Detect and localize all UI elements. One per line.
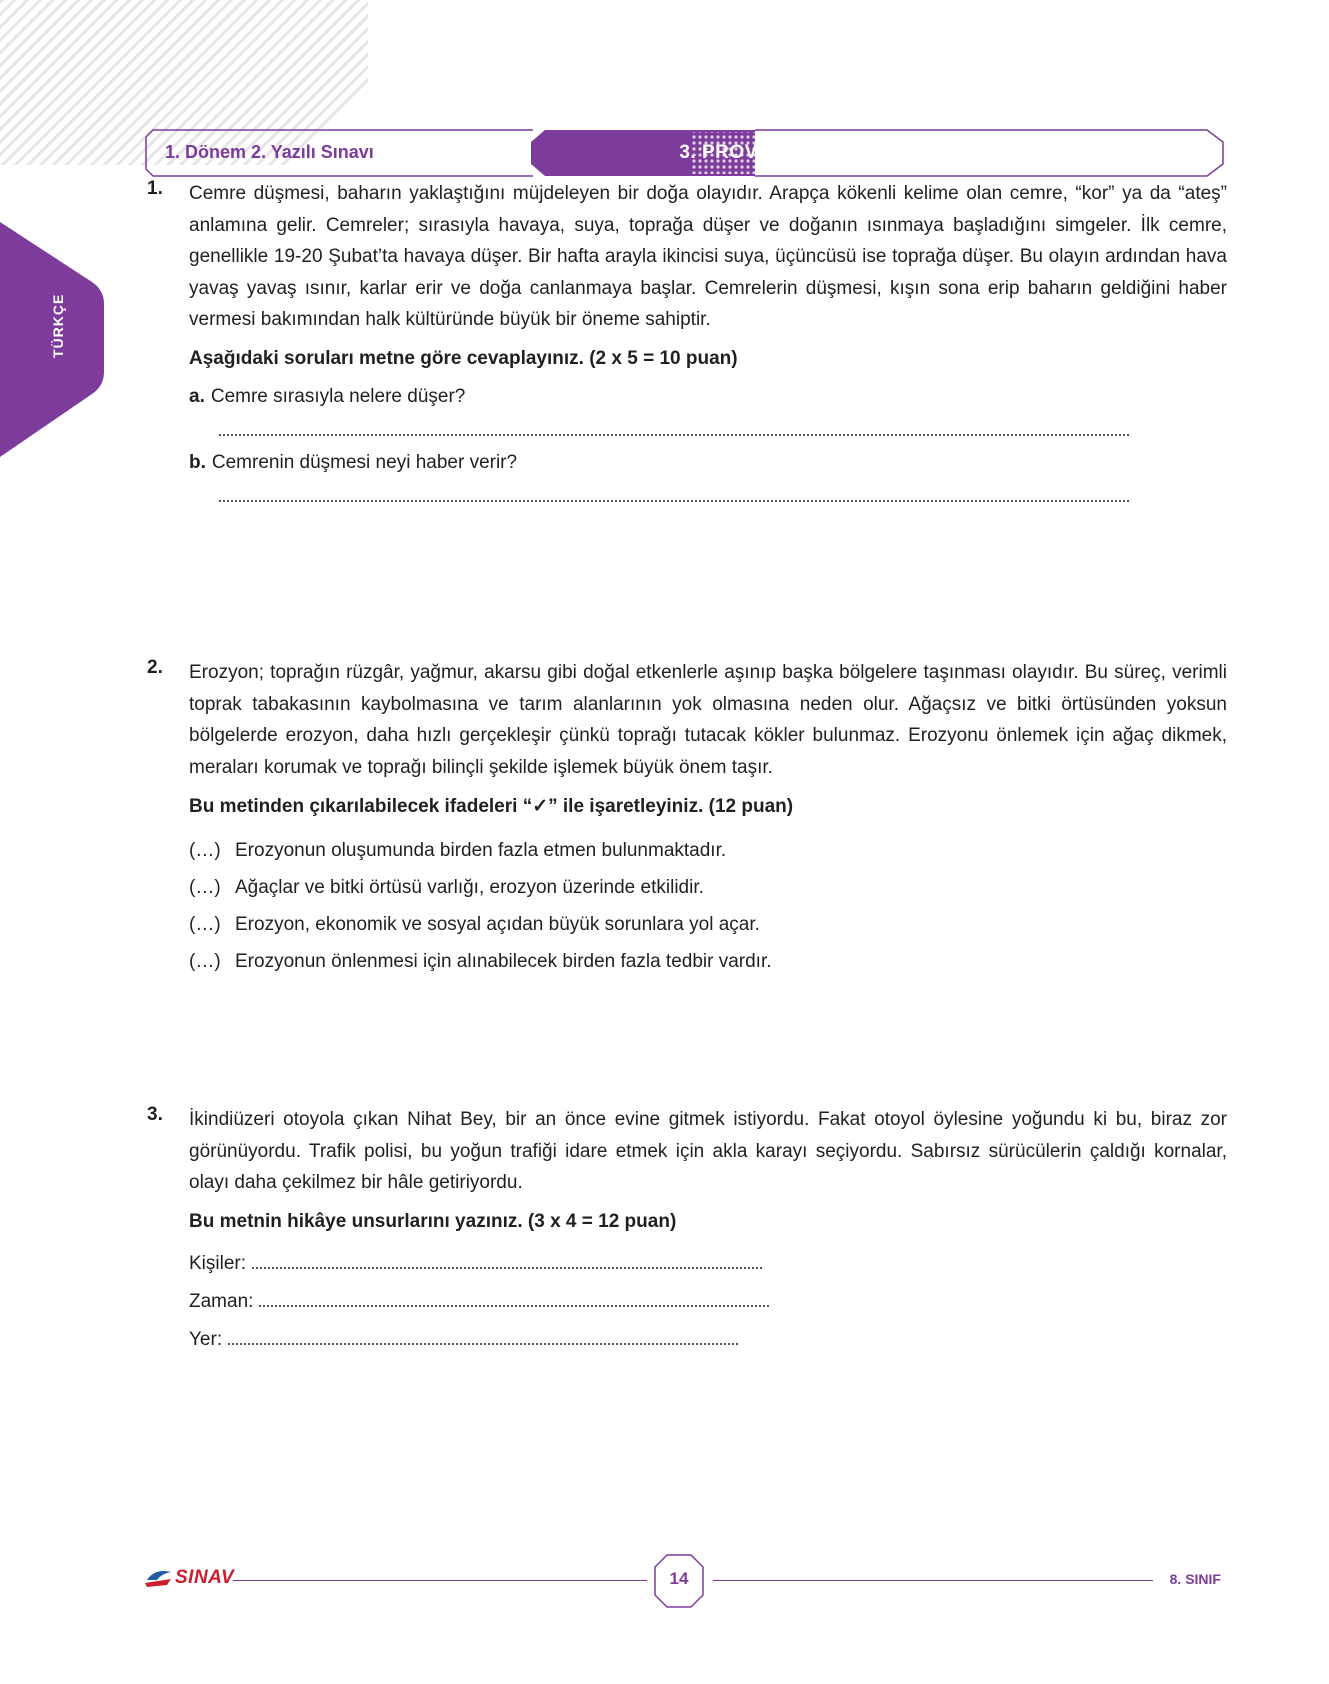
sub-question-text: Cemrenin düşmesi neyi haber verir? (211, 451, 518, 473)
question-text: İkindiüzeri otoyola çıkan Nihat Bey, bir an önce evine gitmek istiyordu. Fakat otoyol öylesine yoğundu ki bu, biraz zor görünüyordu. Trafik polisi, bu yoğun trafiği idare etmek için akla karayı seçiyordu. Sabırsız sürücülerin çaldığı kornalar, olayı daha çekilmez bir hâle getiriyordu. (189, 1109, 1227, 1193)
question-3 (147, 1104, 1227, 1359)
answer-line[interactable] (219, 418, 1129, 436)
field-time (189, 1283, 1227, 1321)
publisher-logo-icon (145, 1566, 173, 1590)
answer-line[interactable] (252, 1253, 762, 1269)
option-item (189, 832, 1227, 869)
field-label: Yer: (189, 1328, 223, 1350)
field-persons (189, 1245, 1227, 1283)
page-footer (145, 1553, 1225, 1603)
answer-line[interactable] (259, 1291, 769, 1307)
question-1 (147, 178, 1227, 502)
option-text: Ağaçlar ve bitki örtüsü varlığı, erozyon üzerinde etkilidir. (235, 877, 704, 898)
question-instruction: Bu metnin hikâye unsurlarını yazınız. (3 x 4 = 12 puan) (189, 1210, 677, 1232)
prova-label: 3. PROVA (679, 142, 771, 163)
page-number: 14 (669, 1569, 689, 1588)
subject-label: TÜRKÇE (50, 293, 66, 358)
checkbox-blank[interactable]: (…) (189, 914, 221, 935)
footer-divider (233, 1580, 647, 1581)
field-label: Kişiler: (189, 1252, 247, 1274)
exam-title: 1. Dönem 2. Yazılı Sınavı (165, 142, 374, 162)
question-2 (147, 657, 1227, 980)
sub-question-letter: b. (189, 451, 206, 473)
grade-label: 8. SINIF (1169, 1571, 1221, 1587)
question-number: 1. (147, 178, 163, 199)
publisher-logo-text: SINAV (175, 1567, 235, 1588)
checkbox-blank[interactable]: (…) (189, 951, 221, 972)
question-text: Erozyon; toprağın rüzgâr, yağmur, akarsu gibi doğal etkenlerle aşınıp başka bölgelere taşınması olayıdır. Bu süreç, verimli toprak tabakasının kaybolmasına ve tarım alanlarının yok olmasına neden olur. Ağaçsız ve bitki örtüsünden yoksun bölgelerde erozyon, daha hızlı gerçekleşir çünkü toprağı tutacak kökler bulunmaz. Erozyonu önlemek için ağaç dikmek, meraları korumak ve toprağı bilinçli şekilde işlemek büyük önem taşır. (189, 662, 1227, 778)
sub-question-text: Cemre sırasıyla nelere düşer? (210, 385, 466, 407)
option-item (189, 869, 1227, 906)
sub-question-letter: a. (189, 385, 205, 407)
answer-line[interactable] (228, 1329, 738, 1345)
checkbox-blank[interactable]: (…) (189, 840, 221, 861)
sub-question-b (189, 452, 1227, 474)
footer-divider (713, 1580, 1153, 1581)
option-text: Erozyonun önlenmesi için alınabilecek birden fazla tedbir vardır. (235, 951, 772, 972)
option-text: Erozyonun oluşumunda birden fazla etmen bulunmaktadır. (235, 840, 727, 861)
option-item (189, 943, 1227, 980)
option-text: Erozyon, ekonomik ve sosyal açıdan büyük sorunlara yol açar. (235, 914, 760, 935)
checkbox-blank[interactable]: (…) (189, 877, 221, 898)
option-item (189, 906, 1227, 943)
field-label: Zaman: (189, 1290, 254, 1312)
answer-line[interactable] (219, 484, 1129, 502)
question-instruction: Aşağıdaki soruları metne göre cevaplayınız. (2 x 5 = 10 puan) (189, 347, 738, 369)
question-text: Cemre düşmesi, baharın yaklaştığını müjdeleyen bir doğa olayıdır. Arapça kökenli kelime olan cemre, “kor” ya da “ateş” anlamına gelir. Cemreler; sırasıyla havaya, suya, toprağa düşer ve doğanın ısınmaya başladığını simgeler. İlk cemre, genellikle 19-20 Şubat’ta havaya düşer. Bir hafta arayla ikincisi suya, üçüncüsü ise toprağa düşer. Bu olayın ardından hava yavaş yavaş ısınır, karlar erir ve doğa canlanmaya başlar. Cemrelerin düşmesi, kışın sona erip baharın geldiğini haber vermesi bakımından halk kültüründe büyük bir öneme sahiptir. (189, 183, 1227, 330)
options-list (189, 832, 1227, 980)
exam-header (145, 128, 1225, 178)
question-number: 3. (147, 1104, 163, 1125)
sub-question-a (189, 386, 1227, 408)
field-place (189, 1321, 1227, 1359)
question-number: 2. (147, 657, 163, 678)
question-instruction: Bu metinden çıkarılabilecek ifadeleri “✓” ile işaretleyiniz. (12 puan) (189, 796, 794, 817)
